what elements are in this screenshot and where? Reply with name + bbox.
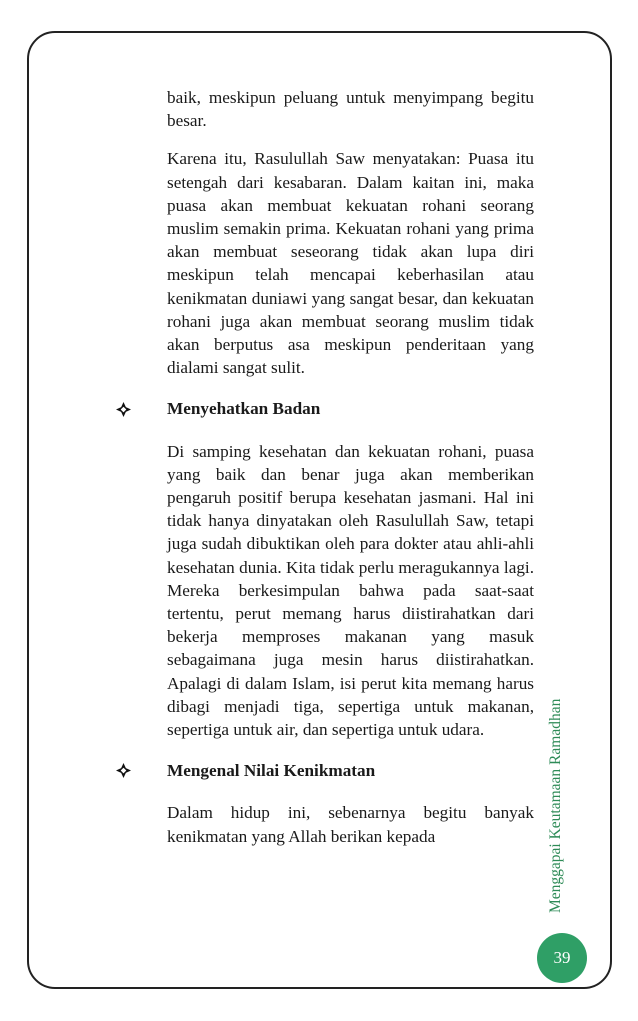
diamond-bullet-icon <box>116 763 167 778</box>
section-heading-text: Menyehatkan Badan <box>167 399 321 419</box>
diamond-bullet-icon <box>116 402 167 417</box>
section-heading-text: Mengenal Nilai Kenikmatan <box>167 761 376 781</box>
paragraph-rasulullah: Karena itu, Rasulullah Saw menyatakan: Puasa itu setengah dari kesabaran. Dalam kaitan ini, maka puasa akan membuat kekuatan rohani seorang muslim semakin prima. Kekuatan rohani yang prima akan membuat seseorang tidak akan lupa diri meskipun telah mencapai keberhasilan atau kenikmatan duniawi yang sangat besar, dan kekuatan rohani juga akan membuat seorang muslim tidak akan berputus asa meskipun penderitaan yang dialami sangat sulit. <box>167 149 534 378</box>
section-heading-menyehatkan-badan <box>116 397 534 420</box>
paragraph-kenikmatan: Dalam hidup ini, sebenarnya begitu banyak kenikmatan yang Allah berikan kepada <box>167 803 534 846</box>
paragraph-continuation: baik, meskipun peluang untuk menyimpang begitu besar. <box>167 88 534 131</box>
running-title-vertical: Menggapai Keutamaan Ramadhan <box>547 698 564 913</box>
paragraph-kesehatan: Di samping kesehatan dan kekuatan rohani, puasa yang baik dan benar juga akan memberikan pengaruh positif berupa kesehatan jasmani. Hal ini tidak hanya dinyatakan oleh Rasulullah Saw, tetapi juga sudah dibuktikan oleh para dokter atau ahli-ahli kesehatan dunia. Kita tidak perlu meragukannya lagi. Mereka berkesimpulan bahwa pada saat-saat tertentu, perut memang harus diistirahatkan dari bekerja memproses makanan yang masuk sebagaimana juga mesin harus diistirahatkan. Apalagi di dalam Islam, isi perut kita memang harus dibagi menjadi tiga, sepertiga untuk makanan, sepertiga untuk air, dan sepertiga untuk udara. <box>167 441 534 740</box>
section-heading-nilai-kenikmatan <box>116 759 534 782</box>
page-content <box>116 86 534 848</box>
page-number-badge: 39 <box>537 933 587 983</box>
